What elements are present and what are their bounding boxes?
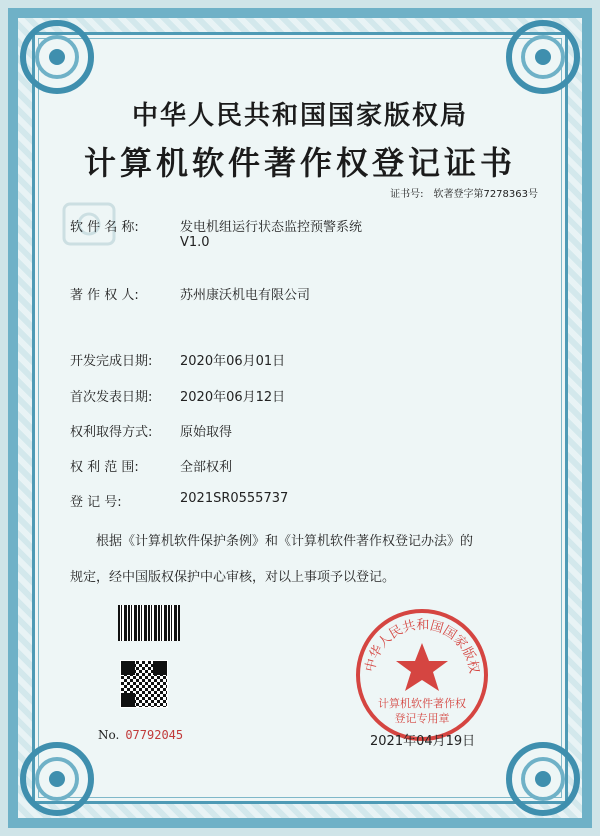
corner-ornament-icon	[500, 736, 586, 822]
field-value: 苏州康沃机电有限公司	[180, 288, 311, 303]
field-publish-date	[70, 386, 285, 405]
field-software-name	[70, 216, 362, 250]
field-label: 权利取得方式:	[70, 425, 153, 440]
field-label: 开发完成日期:	[70, 354, 153, 369]
field-label: 著 作 权 人:	[70, 288, 139, 303]
field-value: 2021SR0555737	[180, 491, 289, 506]
field-label: 首次发表日期:	[70, 390, 153, 405]
field-completion-date	[70, 350, 285, 369]
field-label: 权 利 范 围:	[70, 460, 139, 475]
seal-arc-text: 中华人民共和国国家版权	[363, 617, 482, 675]
corner-ornament-icon	[14, 736, 100, 822]
field-copyright-owner	[70, 284, 310, 303]
field-label: 登 记 号:	[70, 495, 122, 510]
field-value: 原始取得	[180, 425, 233, 440]
body-text-line1: 根据《计算机软件保护条例》和《计算机软件著作权登记办法》的	[96, 534, 474, 549]
issue-date: 2021年04月19日	[370, 734, 476, 749]
certificate-number-label: 证书号:	[390, 189, 424, 200]
serial-value: 07792045	[125, 728, 184, 742]
field-value: 发电机组运行状态监控预警系统	[180, 220, 363, 235]
body-text-line2: 规定，经中国版权保护中心审核，对以上事项予以登记。	[70, 570, 396, 585]
certificate-number-value: 软著登字第7278363号	[433, 189, 538, 200]
field-acquisition-method	[70, 421, 232, 440]
barcode-icon	[118, 605, 180, 641]
certificate-number	[390, 185, 538, 200]
official-seal-icon	[352, 605, 492, 745]
seal-center-line1: 计算机软件著作权	[378, 697, 466, 710]
field-rights-scope	[70, 456, 232, 475]
corner-ornament-icon	[14, 14, 100, 100]
field-label: 软 件 名 称:	[70, 220, 139, 235]
certificate-title: 计算机软件著作权登记证书	[83, 144, 516, 182]
corner-ornament-icon	[500, 14, 586, 100]
field-value: 全部权利	[180, 460, 233, 475]
field-value-version: V1.0	[180, 235, 210, 250]
field-value: 2020年06月01日	[180, 354, 286, 369]
qr-code-icon	[120, 660, 168, 708]
serial-label: No.	[98, 728, 120, 742]
issuer-title: 中华人民共和国国家版权局	[131, 101, 468, 131]
serial-number	[98, 728, 183, 742]
field-registration-number	[70, 491, 288, 510]
field-value: 2020年06月12日	[180, 390, 286, 405]
seal-center-line2: 登记专用章	[394, 712, 450, 725]
